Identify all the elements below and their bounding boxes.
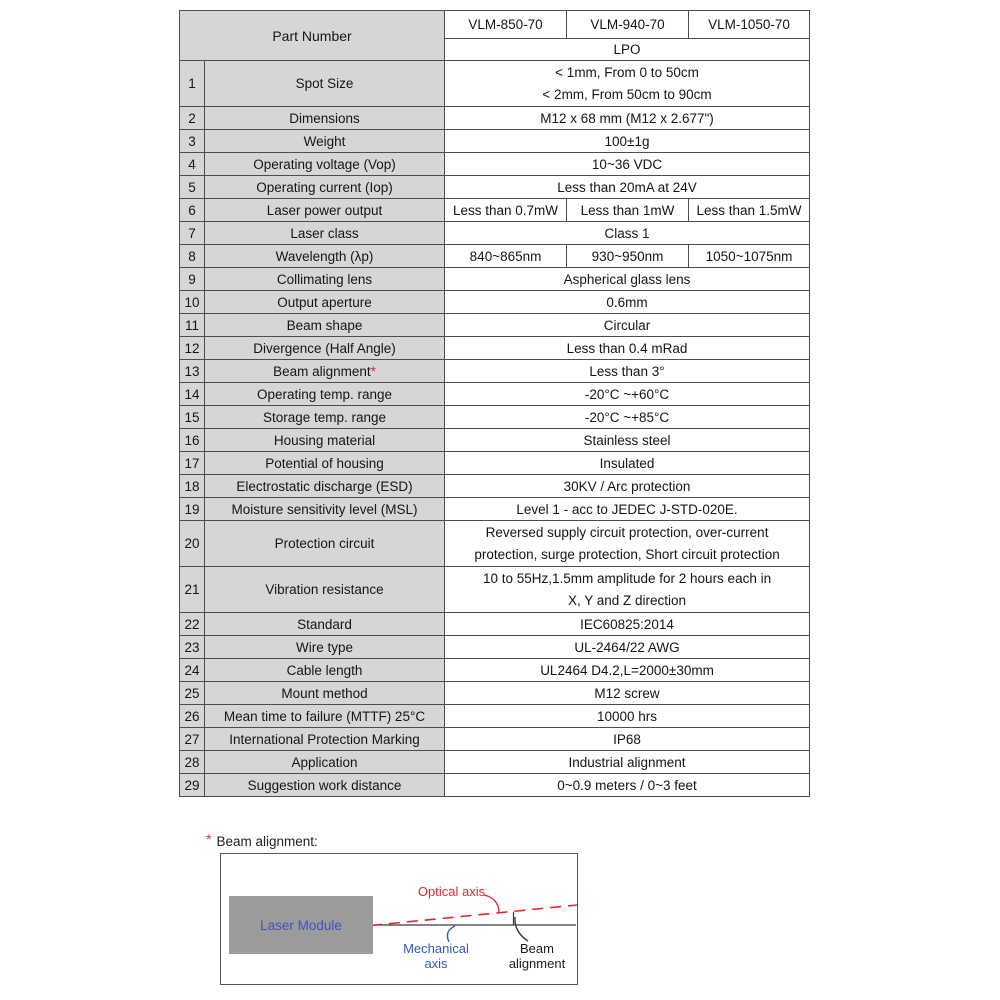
- table-row: [180, 682, 810, 705]
- row-number: 26: [180, 705, 205, 728]
- row-label: Beam shape: [205, 314, 445, 337]
- table-row: [180, 429, 810, 452]
- table-row: [180, 222, 810, 245]
- table-row: [180, 613, 810, 636]
- row-label: Wire type: [205, 636, 445, 659]
- model-header: VLM-940-70: [567, 11, 689, 39]
- row-label: Application: [205, 751, 445, 774]
- row-number: 18: [180, 475, 205, 498]
- row-label: Potential of housing: [205, 452, 445, 475]
- table-row: [180, 774, 810, 797]
- row-label: Laser power output: [205, 199, 445, 222]
- table-row: [180, 291, 810, 314]
- value-cell: Less than 20mA at 24V: [445, 176, 810, 199]
- row-label: Beam alignment*: [205, 360, 445, 383]
- row-number: 22: [180, 613, 205, 636]
- row-label: Wavelength (λp): [205, 245, 445, 268]
- table-row: [180, 406, 810, 429]
- row-number: 17: [180, 452, 205, 475]
- row-label: Operating voltage (Vop): [205, 153, 445, 176]
- table-row: [180, 705, 810, 728]
- table-row: [180, 521, 810, 567]
- model-header: VLM-1050-70: [689, 11, 810, 39]
- row-label: Vibration resistance: [205, 567, 445, 613]
- row-label: Housing material: [205, 429, 445, 452]
- row-number: 27: [180, 728, 205, 751]
- optical-axis-line: [371, 905, 577, 926]
- row-number: 21: [180, 567, 205, 613]
- value-cell: -20°C ~+85°C: [445, 406, 810, 429]
- row-number: 29: [180, 774, 205, 797]
- series-cell: LPO: [445, 39, 810, 61]
- table-row: [180, 337, 810, 360]
- value-cell: 0.6mm: [445, 291, 810, 314]
- table-row: [180, 452, 810, 475]
- row-label: Output aperture: [205, 291, 445, 314]
- row-label: Operating current (Iop): [205, 176, 445, 199]
- row-number: 4: [180, 153, 205, 176]
- row-label: Electrostatic discharge (ESD): [205, 475, 445, 498]
- row-number: 5: [180, 176, 205, 199]
- value-cell: UL2464 D4.2,L=2000±30mm: [445, 659, 810, 682]
- row-number: 16: [180, 429, 205, 452]
- row-number: 23: [180, 636, 205, 659]
- value-cell: M12 x 68 mm (M12 x 2.677"): [445, 107, 810, 130]
- mechanical-axis-label: Mechanical axis: [403, 941, 469, 971]
- value-cell: M12 screw: [445, 682, 810, 705]
- value-cell: Less than 0.7mW: [445, 199, 567, 222]
- table-row: [180, 199, 810, 222]
- footnote: [206, 831, 318, 849]
- value-cell: Industrial alignment: [445, 751, 810, 774]
- laser-module-label: Laser Module: [260, 917, 342, 933]
- beam-alignment-pointer: [515, 917, 528, 941]
- value-cell: 30KV / Arc protection: [445, 475, 810, 498]
- value-cell: Reversed supply circuit protection, over-current protection, surge protection, Short circuit protection: [445, 521, 810, 567]
- value-cell: 10000 hrs: [445, 705, 810, 728]
- value-cell: IP68: [445, 728, 810, 751]
- value-cell: Level 1 - acc to JEDEC J-STD-020E.: [445, 498, 810, 521]
- row-label: Divergence (Half Angle): [205, 337, 445, 360]
- value-cell: Aspherical glass lens: [445, 268, 810, 291]
- laser-module-box: [229, 896, 373, 954]
- value-cell: 10 to 55Hz,1.5mm amplitude for 2 hours each in X, Y and Z direction: [445, 567, 810, 613]
- row-label: Storage temp. range: [205, 406, 445, 429]
- table-row: [180, 475, 810, 498]
- row-label: Dimensions: [205, 107, 445, 130]
- table-row: [180, 659, 810, 682]
- table-row: [180, 268, 810, 291]
- value-cell: UL-2464/22 AWG: [445, 636, 810, 659]
- table-row: [180, 728, 810, 751]
- row-label: Protection circuit: [205, 521, 445, 567]
- label-asterisk: *: [370, 363, 376, 379]
- row-number: 13: [180, 360, 205, 383]
- row-label: Spot Size: [205, 61, 445, 107]
- value-cell: 1050~1075nm: [689, 245, 810, 268]
- spec-table: [179, 10, 810, 797]
- row-number: 11: [180, 314, 205, 337]
- row-number: 28: [180, 751, 205, 774]
- row-label: Suggestion work distance: [205, 774, 445, 797]
- row-label: Weight: [205, 130, 445, 153]
- value-cell: IEC60825:2014: [445, 613, 810, 636]
- row-number: 1: [180, 61, 205, 107]
- value-cell: 840~865nm: [445, 245, 567, 268]
- row-number: 12: [180, 337, 205, 360]
- row-number: 6: [180, 199, 205, 222]
- table-row: [180, 107, 810, 130]
- table-row: [180, 751, 810, 774]
- table-row: [180, 567, 810, 613]
- model-header: VLM-850-70: [445, 11, 567, 39]
- part-number-header: Part Number: [180, 11, 445, 61]
- value-cell: Less than 1.5mW: [689, 199, 810, 222]
- row-label: Cable length: [205, 659, 445, 682]
- row-number: 20: [180, 521, 205, 567]
- row-number: 19: [180, 498, 205, 521]
- row-number: 15: [180, 406, 205, 429]
- row-number: 8: [180, 245, 205, 268]
- row-number: 2: [180, 107, 205, 130]
- row-label: Collimating lens: [205, 268, 445, 291]
- table-row: [180, 130, 810, 153]
- row-label: Moisture sensitivity level (MSL): [205, 498, 445, 521]
- row-label: Mount method: [205, 682, 445, 705]
- table-row: [180, 360, 810, 383]
- table-row: [180, 314, 810, 337]
- footnote-asterisk: *: [206, 831, 212, 847]
- value-cell: Insulated: [445, 452, 810, 475]
- row-number: 9: [180, 268, 205, 291]
- value-cell: 0~0.9 meters / 0~3 feet: [445, 774, 810, 797]
- value-cell: Less than 1mW: [567, 199, 689, 222]
- mechanical-axis-pointer: [447, 926, 455, 942]
- value-cell: 10~36 VDC: [445, 153, 810, 176]
- optical-axis-label: Optical axis: [417, 884, 486, 899]
- value-cell: Class 1: [445, 222, 810, 245]
- value-cell: 100±1g: [445, 130, 810, 153]
- table-row: [180, 61, 810, 107]
- value-cell: Circular: [445, 314, 810, 337]
- value-cell: Less than 3°: [445, 360, 810, 383]
- beam-alignment-label: Beam alignment: [508, 941, 566, 971]
- value-cell: < 1mm, From 0 to 50cm < 2mm, From 50cm to 90cm: [445, 61, 810, 107]
- row-number: 24: [180, 659, 205, 682]
- value-cell: 930~950nm: [567, 245, 689, 268]
- beam-alignment-diagram: [220, 853, 578, 985]
- value-cell: Stainless steel: [445, 429, 810, 452]
- table-row: [180, 176, 810, 199]
- table-row: [180, 498, 810, 521]
- row-label: Mean time to failure (MTTF) 25°C: [205, 705, 445, 728]
- table-row: [180, 245, 810, 268]
- row-number: 14: [180, 383, 205, 406]
- table-row: [180, 153, 810, 176]
- row-label: Laser class: [205, 222, 445, 245]
- table-row: [180, 636, 810, 659]
- table-row: [180, 383, 810, 406]
- value-cell: -20°C ~+60°C: [445, 383, 810, 406]
- footnote-label: Beam alignment:: [216, 834, 318, 849]
- row-label: Operating temp. range: [205, 383, 445, 406]
- row-number: 7: [180, 222, 205, 245]
- row-label: International Protection Marking: [205, 728, 445, 751]
- row-number: 25: [180, 682, 205, 705]
- row-number: 3: [180, 130, 205, 153]
- value-cell: Less than 0.4 mRad: [445, 337, 810, 360]
- row-label: Standard: [205, 613, 445, 636]
- row-number: 10: [180, 291, 205, 314]
